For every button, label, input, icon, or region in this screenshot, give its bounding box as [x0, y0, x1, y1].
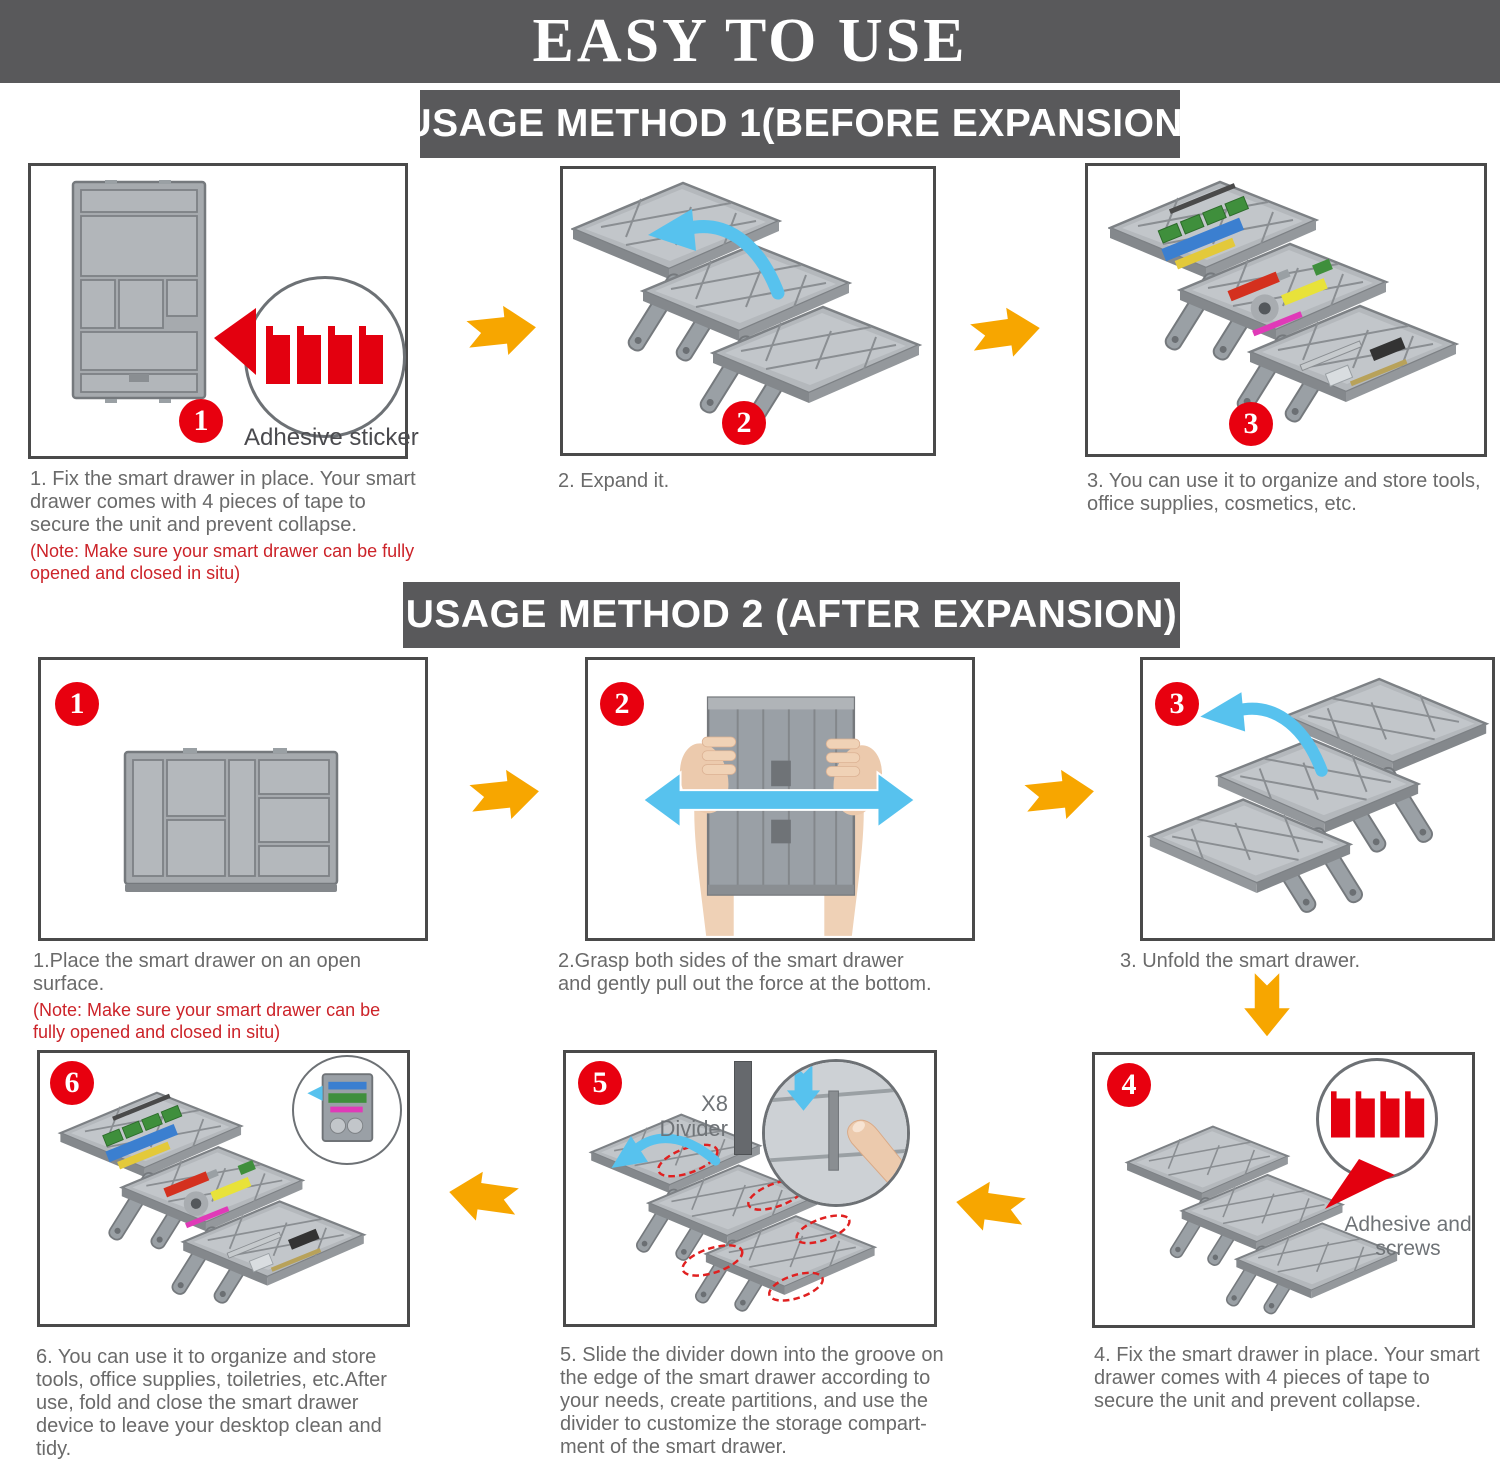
step1-caption: 1. Fix the smart drawer in place. Your smart drawer comes with 4 pieces of tape to secure the unit and prevent collapse. [30, 468, 416, 536]
m2-step1-caption: 1.Place the smart drawer on an open surface. [33, 950, 361, 995]
method2-step6-panel [37, 1050, 410, 1327]
filled-drawer-illustration [1108, 180, 1468, 440]
method1-step2-panel [560, 166, 936, 456]
divider-insert-magnifier [762, 1059, 910, 1207]
arrow-left-icon [951, 1177, 1033, 1237]
method2-step4-panel [1092, 1052, 1475, 1328]
arrow-right-icon [463, 766, 544, 824]
step-badge: 2 [600, 682, 644, 726]
method2-step1-panel [38, 657, 428, 941]
step3-caption: 3. You can use it to organize and store tools, office supplies, cosmetics, etc. [1087, 470, 1481, 515]
folded-drawer-top-view-illustration [123, 748, 343, 896]
method1-step3-panel [1085, 163, 1487, 457]
method2-banner: USAGE METHOD 2 (AFTER EXPANSION) [403, 582, 1180, 648]
method1-banner: USAGE METHOD 1(BEFORE EXPANSION) [420, 90, 1180, 158]
m2-step4-caption: 4. Fix the smart drawer in place. Your smart drawer comes with 4 pieces of tape to secure the unit and prevent collapse. [1094, 1344, 1480, 1412]
arrow-down-icon [1244, 968, 1290, 1038]
blue-curved-arrow-icon [1191, 684, 1331, 779]
m2-step6-caption: 6. You can use it to organize and store tools, office supplies, toiletries, etc.After use, fold and close the smart drawer device to leave your desktop clean and tidy. [36, 1346, 387, 1460]
step-badge: 1 [55, 682, 99, 726]
hands-holding-drawer-illustration [588, 662, 972, 940]
step1-note: (Note: Make sure your smart drawer can be fully opened and closed in situ) [30, 541, 415, 583]
step-badge: 3 [1155, 682, 1199, 726]
method2-step2-panel [585, 657, 975, 941]
drawer-top-view-illustration [71, 180, 211, 404]
step-badge: 3 [1229, 402, 1273, 446]
m2-step2-caption: 2.Grasp both sides of the smart drawer and gently pull out the force at the bottom. [558, 950, 932, 995]
blue-curved-arrow-icon [638, 201, 788, 301]
divider-name-label: Divider [659, 1116, 728, 1141]
arrow-right-icon [1018, 766, 1099, 824]
m2-step5-caption: 5. Slide the divider down into the groove on the edge of the smart drawer according to your needs, create partitions, and use the divider to customize the storage compart- ment of the smart drawer. [560, 1344, 944, 1458]
arrow-right-icon [460, 302, 541, 360]
adhesive-sticker-magnifier [244, 276, 406, 438]
method1-step1-panel [28, 163, 419, 459]
m2-step1-caption-block [33, 950, 383, 1043]
arrow-right-icon [963, 303, 1045, 363]
divider-qty-label: X8 [701, 1091, 728, 1116]
m2-step3-caption: 3. Unfold the smart drawer. [1120, 950, 1361, 972]
adhesive-stickers-icon [266, 326, 384, 388]
header-banner [0, 0, 1500, 83]
adhesive-screws-label: Adhesive and screws [1344, 1213, 1472, 1260]
step-badge: 5 [578, 1061, 622, 1105]
adhesive-sticker-label: Adhesive sticker [244, 424, 419, 451]
red-callout-triangle [1317, 1153, 1401, 1217]
finger-insert-divider-icon [765, 1062, 908, 1205]
step-badge: 4 [1107, 1063, 1151, 1107]
step1-caption-block [30, 468, 422, 584]
adhesive-stickers-icon [1331, 1091, 1425, 1141]
step-badge: 2 [722, 401, 766, 445]
folded-drawer-inset-circle [292, 1055, 402, 1165]
page-title: EASY TO USE [532, 7, 968, 75]
step2-caption: 2. Expand it. [558, 470, 670, 492]
divider-label-block [628, 1091, 728, 1141]
step-badge: 1 [179, 399, 223, 443]
step-badge: 6 [50, 1061, 94, 1105]
m2-step1-note: (Note: Make sure your smart drawer can be fully opened and closed in situ) [33, 1000, 381, 1042]
red-callout-triangle [212, 306, 258, 378]
arrow-left-icon [444, 1167, 526, 1227]
method2-step5-panel [563, 1050, 937, 1327]
folded-loaded-drawer-icon [294, 1057, 399, 1162]
method2-step3-panel [1140, 657, 1495, 941]
divider-bar-icon [734, 1061, 752, 1155]
